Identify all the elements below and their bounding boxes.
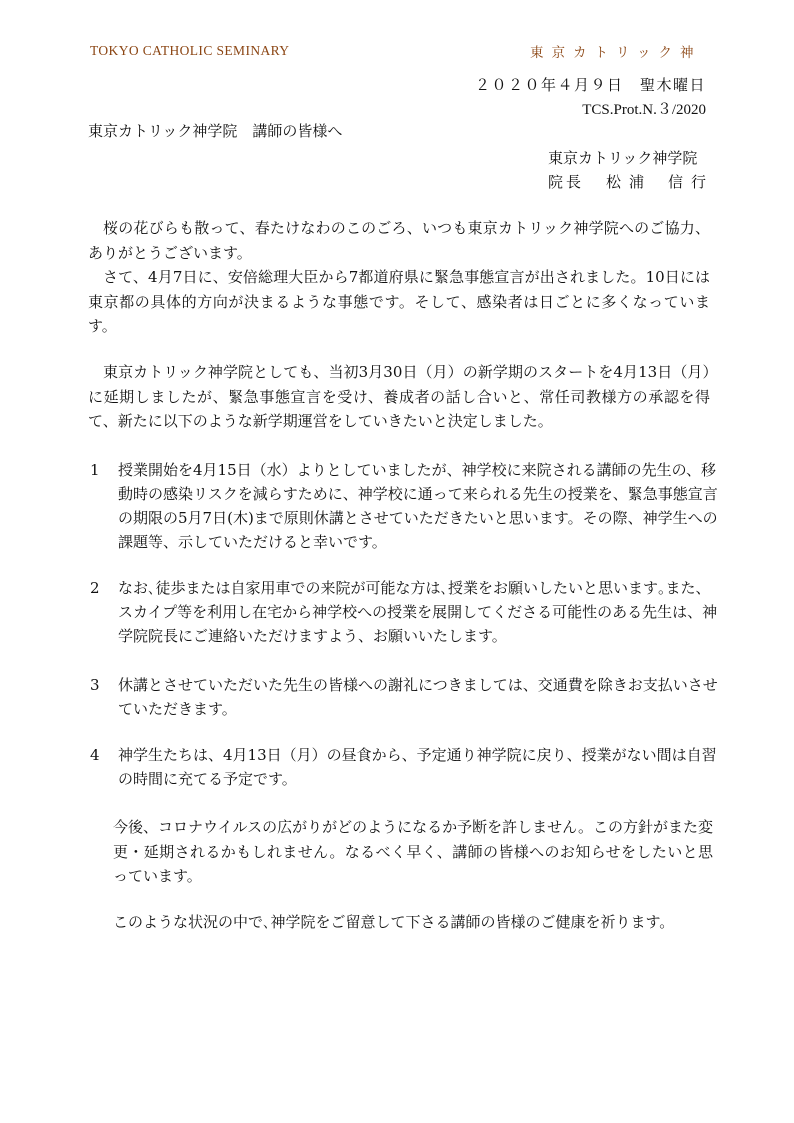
closing-prayer-block [113,910,713,935]
closing-block [113,815,713,889]
list-item-number: 4 [90,746,100,764]
paragraph-greeting: 桜の花びらも散って、春たけなわのこのごろ、いつも東京カトリック神学院へのご協力、ありがとうございます。 [88,219,710,262]
paragraph-emergency: さて、4月7日に、安倍総理大臣から7都道府県に緊急事態宣言が出されました。10日には東京都の具体的方向が決まるような事態です。そして、感染者は日ごとに多くなっています。 [88,268,710,335]
signature-institution: 東京カトリック神学院 [548,149,698,167]
signature-title: 院長 [548,173,585,191]
letterhead-org-japanese: 東京カトリック神 [530,45,702,61]
signature-line [548,171,714,192]
protocol-number: TCS.Prot.N.３/2020 [582,102,706,118]
paragraph-decision: 東京カトリック神学院としても、当初3月30日（月）の新学期のスタートを4月13日（月）に延期しましたが、緊急事態宣言を受け、養成者の話し合いと、常任司教様方の承認を得て、新たに以下のような新学期運営をしていきたいと決定しました。 [88,363,710,430]
list-item-text: なお､徒歩または自家用車での来院が可能な方は､授業をお願いしたいと思います｡また、スカイプ等を利用し在宅から神学校への授業を展開してくださる可能性のある先生は、神学院院長にご連絡いただけますよう、お願いいたします。 [118,579,718,645]
paragraph-prayer: このような状況の中で､神学院をご留意して下さる講師の皆様のご健康を祈ります。 [113,913,675,931]
signature-given-name: 信行 [668,173,715,191]
list-item [88,743,718,791]
list-item-text: 神学生たちは、4月13日（月）の昼食から、予定通り神学院に戻り、授業がない間は自習の時間に充てる予定です。 [118,746,717,788]
list-item-text: 休講とさせていただいた先生の皆様への謝礼につきましては、交通費を除きお支払いさせていただきます。 [118,676,718,718]
signature-family-name: 松浦 [606,173,653,191]
letterhead-org-english: TOKYO CATHOLIC SEMINARY [90,43,290,58]
intro-block [88,216,710,339]
list-item-number: 2 [90,579,100,597]
list-item [88,458,718,554]
list-item-number: 3 [90,676,100,694]
salutation: 東京カトリック神学院 講師の皆様へ [88,122,343,140]
list-item-number: 1 [90,461,100,479]
letter-date: ２０２０年４月９日 聖木曜日 [474,76,706,94]
paragraph-outlook: 今後、コロナウイルスの広がりがどのようになるか予断を許しません。この方針がまた変更・延期されるかもしれません。なるべく早く、講師の皆様へのお知らせをしたいと思っています。 [113,818,714,885]
list-item [88,673,718,721]
decision-block [88,360,710,434]
list-item [88,576,718,648]
list-item-text: 授業開始を4月15日（水）よりとしていましたが、神学校に来院される講師の先生の、移動時の感染リスクを減らすために、神学校に通って来られる先生の授業を、緊急事態宣言の期限の5月7日(木)まで原則休講とさせていただきたいと思います。その際、神学生への課題等、示していただけると幸いです。 [118,461,718,551]
